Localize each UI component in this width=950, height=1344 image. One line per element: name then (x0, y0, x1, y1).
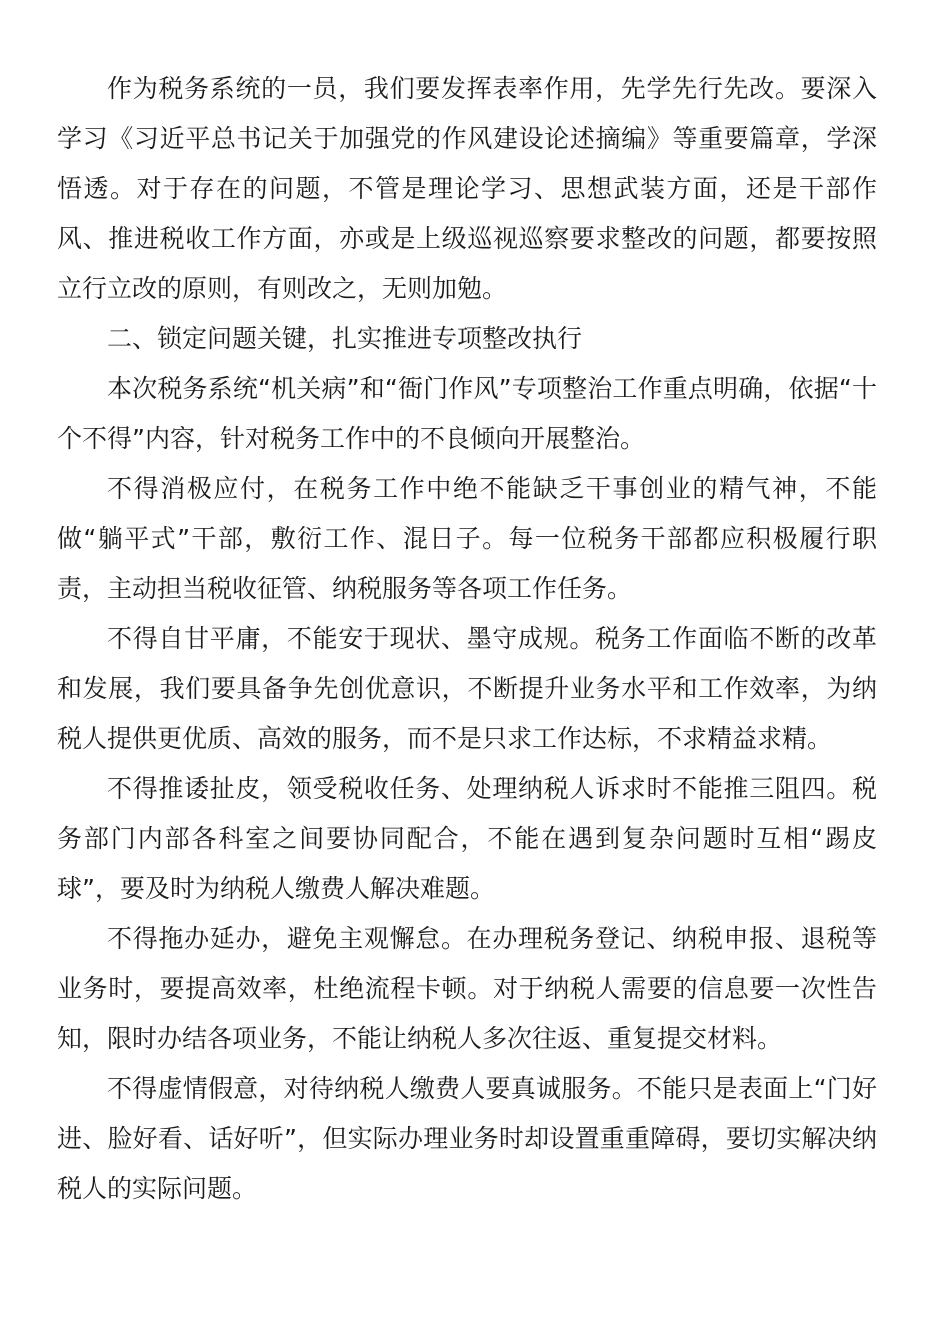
paragraph-rectification-focus: 本次税务系统“机关病”和“衙门作风”专项整治工作重点明确，依据“十个不得”内容，针对税务工作中的不良倾向开展整治。 (57, 374, 877, 453)
paragraph-role-model: 作为税务系统的一员，我们要发挥表率作用，先学先行先改。要深入学习《习近平总书记关于加强党的作风建设论述摘编》等重要篇章，学深悟透。对于存在的问题，不管是理论学习、思想武装方面，还是干部作风、推进税收工作方面，亦或是上级巡视巡察要求整改的问题，都要按照立行立改的原则，有则改之，无则加勉。 (57, 74, 877, 303)
paragraph-no-mediocrity: 不得自甘平庸，不能安于现状、墨守成规。税务工作面临不断的改革和发展，我们要具备争先创优意识，不断提升业务水平和工作效率，为纳税人提供更优质、高效的服务，而不是只求工作达标，不求精益求精。 (57, 624, 877, 753)
document-page (57, 64, 877, 1214)
paragraph-no-buck-passing: 不得推诿扯皮，领受税收任务、处理纳税人诉求时不能推三阻四。税务部门内部各科室之间要协同配合，不能在遇到复杂问题时互相“踢皮球”，要及时为纳税人缴费人解决难题。 (57, 774, 877, 903)
section-heading-two: 二、锁定问题关键，扎实推进专项整改执行 (107, 324, 583, 353)
paragraph-no-delay: 不得拖办延办，避免主观懈怠。在办理税务登记、纳税申报、退税等业务时，要提高效率，杜绝流程卡顿。对于纳税人需要的信息要一次性告知，限时办结各项业务，不能让纳税人多次往返、重复提交材料。 (57, 924, 877, 1053)
paragraph-no-passive-response: 不得消极应付，在税务工作中绝不能缺乏干事创业的精气神，不能做“躺平式”干部，敷衍工作、混日子。每一位税务干部都应积极履行职责，主动担当税收征管、纳税服务等各项工作任务。 (57, 474, 877, 603)
paragraph-no-insincerity: 不得虚情假意，对待纳税人缴费人要真诚服务。不能只是表面上“门好进、脸好看、话好听”，但实际办理业务时却设置重重障碍，要切实解决纳税人的实际问题。 (57, 1074, 877, 1203)
